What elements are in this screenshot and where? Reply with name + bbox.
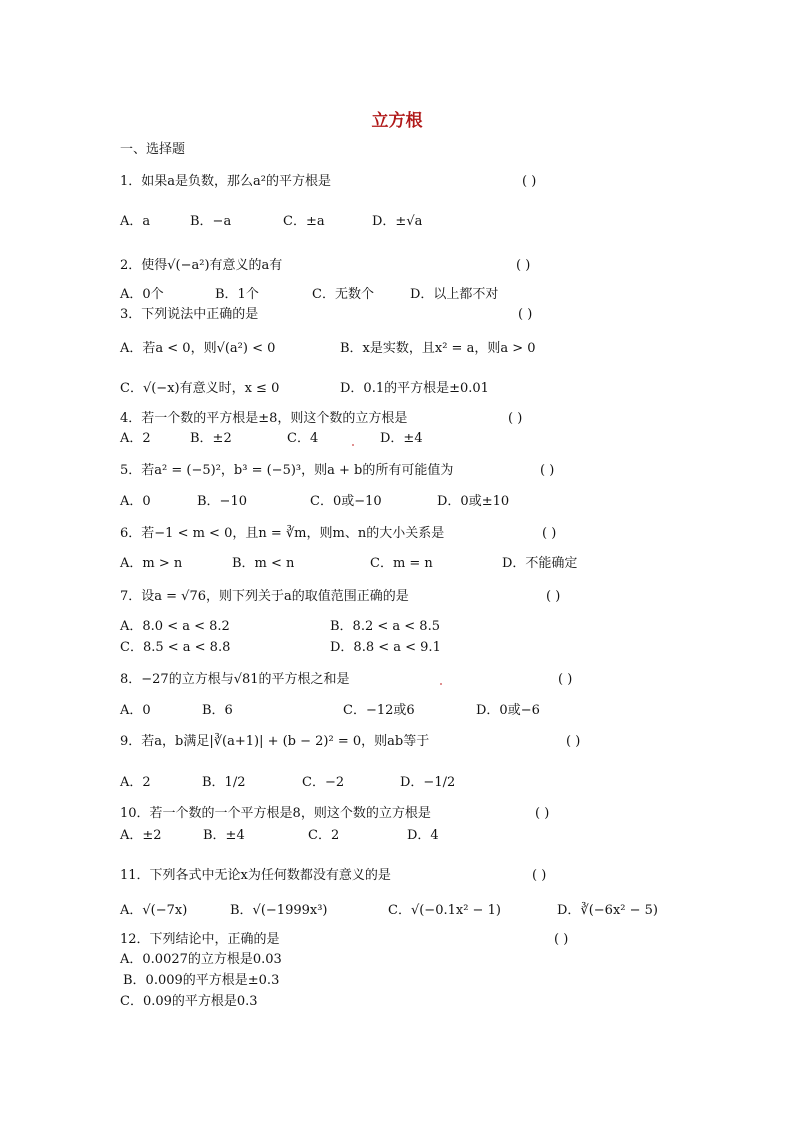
- option-c: C．4: [287, 431, 319, 446]
- answer-bracket: ( ): [540, 463, 555, 478]
- option-c: C．无数个: [312, 287, 374, 302]
- option-d: D．8.8 < a < 9.1: [330, 640, 441, 655]
- option-b: B．√(−1999x³): [230, 903, 328, 918]
- option-a: A．a: [120, 214, 151, 229]
- option-b: B．1/2: [202, 775, 246, 790]
- option-d: D．以上都不对: [410, 287, 499, 302]
- question-stem: 10．若一个数的一个平方根是8，则这个数的立方根是: [120, 806, 431, 821]
- answer-bracket: ( ): [566, 734, 581, 749]
- option-d: D．−1/2: [400, 775, 456, 790]
- question-stem: 11．下列各式中无论x为任何数都没有意义的是: [120, 868, 391, 883]
- question-stem: 6．若−1 < m < 0，且n = ∛m，则m、n的大小关系是: [120, 526, 445, 541]
- option-a: A．2: [120, 775, 151, 790]
- option-b: B．0.009的平方根是±0.3: [123, 973, 280, 988]
- option-a: A．±2: [120, 828, 162, 843]
- question-stem: 2．使得√(−a²)有意义的a有: [120, 258, 283, 273]
- answer-bracket: ( ): [546, 589, 561, 604]
- option-c: C．√(−0.1x² − 1): [388, 903, 501, 918]
- option-d: D．∛(−6x² − 5): [557, 903, 658, 918]
- option-c: C．±a: [283, 214, 325, 229]
- option-b: B．−10: [197, 494, 247, 509]
- option-a: A．0: [120, 703, 151, 718]
- option-b: B．±4: [203, 828, 245, 843]
- question-stem: 12．下列结论中，正确的是: [120, 932, 280, 947]
- print-speck: [352, 444, 354, 446]
- option-a: A．2: [120, 431, 151, 446]
- option-a: A．8.0 < a < 8.2: [120, 619, 230, 634]
- option-c: C．2: [308, 828, 340, 843]
- answer-bracket: ( ): [542, 526, 557, 541]
- option-a: A．0: [120, 494, 151, 509]
- option-b: B．−a: [190, 214, 232, 229]
- option-b: B．±2: [190, 431, 232, 446]
- option-a: A．0个: [120, 287, 164, 302]
- question-stem: 7．设a = √76，则下列关于a的取值范围正确的是: [120, 589, 409, 604]
- option-c: C．0或−10: [310, 494, 382, 509]
- option-b: B．x是实数，且x² = a，则a > 0: [340, 341, 536, 356]
- answer-bracket: ( ): [554, 932, 569, 947]
- option-d: D．±√a: [372, 214, 423, 229]
- question-stem: 4．若一个数的平方根是±8，则这个数的立方根是: [120, 411, 408, 426]
- section-heading: 一、选择题: [120, 142, 186, 157]
- print-speck: [440, 683, 442, 685]
- option-d: D．不能确定: [502, 556, 578, 571]
- option-d: D．±4: [380, 431, 423, 446]
- page-title: 立方根: [371, 111, 423, 131]
- question-stem: 3．下列说法中正确的是: [120, 307, 259, 322]
- answer-bracket: ( ): [518, 307, 533, 322]
- answer-bracket: ( ): [535, 806, 550, 821]
- option-a: A．√(−7x): [120, 903, 188, 918]
- option-a: A．0.0027的立方根是0.03: [120, 952, 282, 967]
- option-b: B．1个: [215, 287, 259, 302]
- answer-bracket: ( ): [558, 672, 573, 687]
- option-c: C．−12或6: [343, 703, 415, 718]
- question-stem: 9．若a，b满足|∛(a+1)| + (b − 2)² = 0，则ab等于: [120, 734, 430, 749]
- option-c: C．−2: [302, 775, 345, 790]
- option-b: B．8.2 < a < 8.5: [330, 619, 440, 634]
- option-b: B．6: [202, 703, 233, 718]
- option-c: C．8.5 < a < 8.8: [120, 640, 231, 655]
- answer-bracket: ( ): [532, 868, 547, 883]
- option-c: C．m = n: [370, 556, 433, 571]
- question-stem: 5．若a² = (−5)²，b³ = (−5)³，则a + b的所有可能值为: [120, 463, 454, 478]
- option-a: A．m > n: [120, 556, 183, 571]
- answer-bracket: ( ): [508, 411, 523, 426]
- option-d: D．4: [407, 828, 439, 843]
- option-a: A．若a < 0，则√(a²) < 0: [120, 341, 276, 356]
- option-b: B．m < n: [232, 556, 295, 571]
- option-d: D．0.1的平方根是±0.01: [340, 381, 489, 396]
- option-d: D．0或−6: [476, 703, 540, 718]
- answer-bracket: ( ): [516, 258, 531, 273]
- question-stem: 8．−27的立方根与√81的平方根之和是: [120, 672, 350, 687]
- option-c: C．√(−x)有意义时，x ≤ 0: [120, 381, 280, 396]
- option-c: C．0.09的平方根是0.3: [120, 994, 258, 1009]
- answer-bracket: ( ): [522, 174, 537, 189]
- question-stem: 1．如果a是负数，那么a²的平方根是: [120, 174, 331, 189]
- option-d: D．0或±10: [437, 494, 510, 509]
